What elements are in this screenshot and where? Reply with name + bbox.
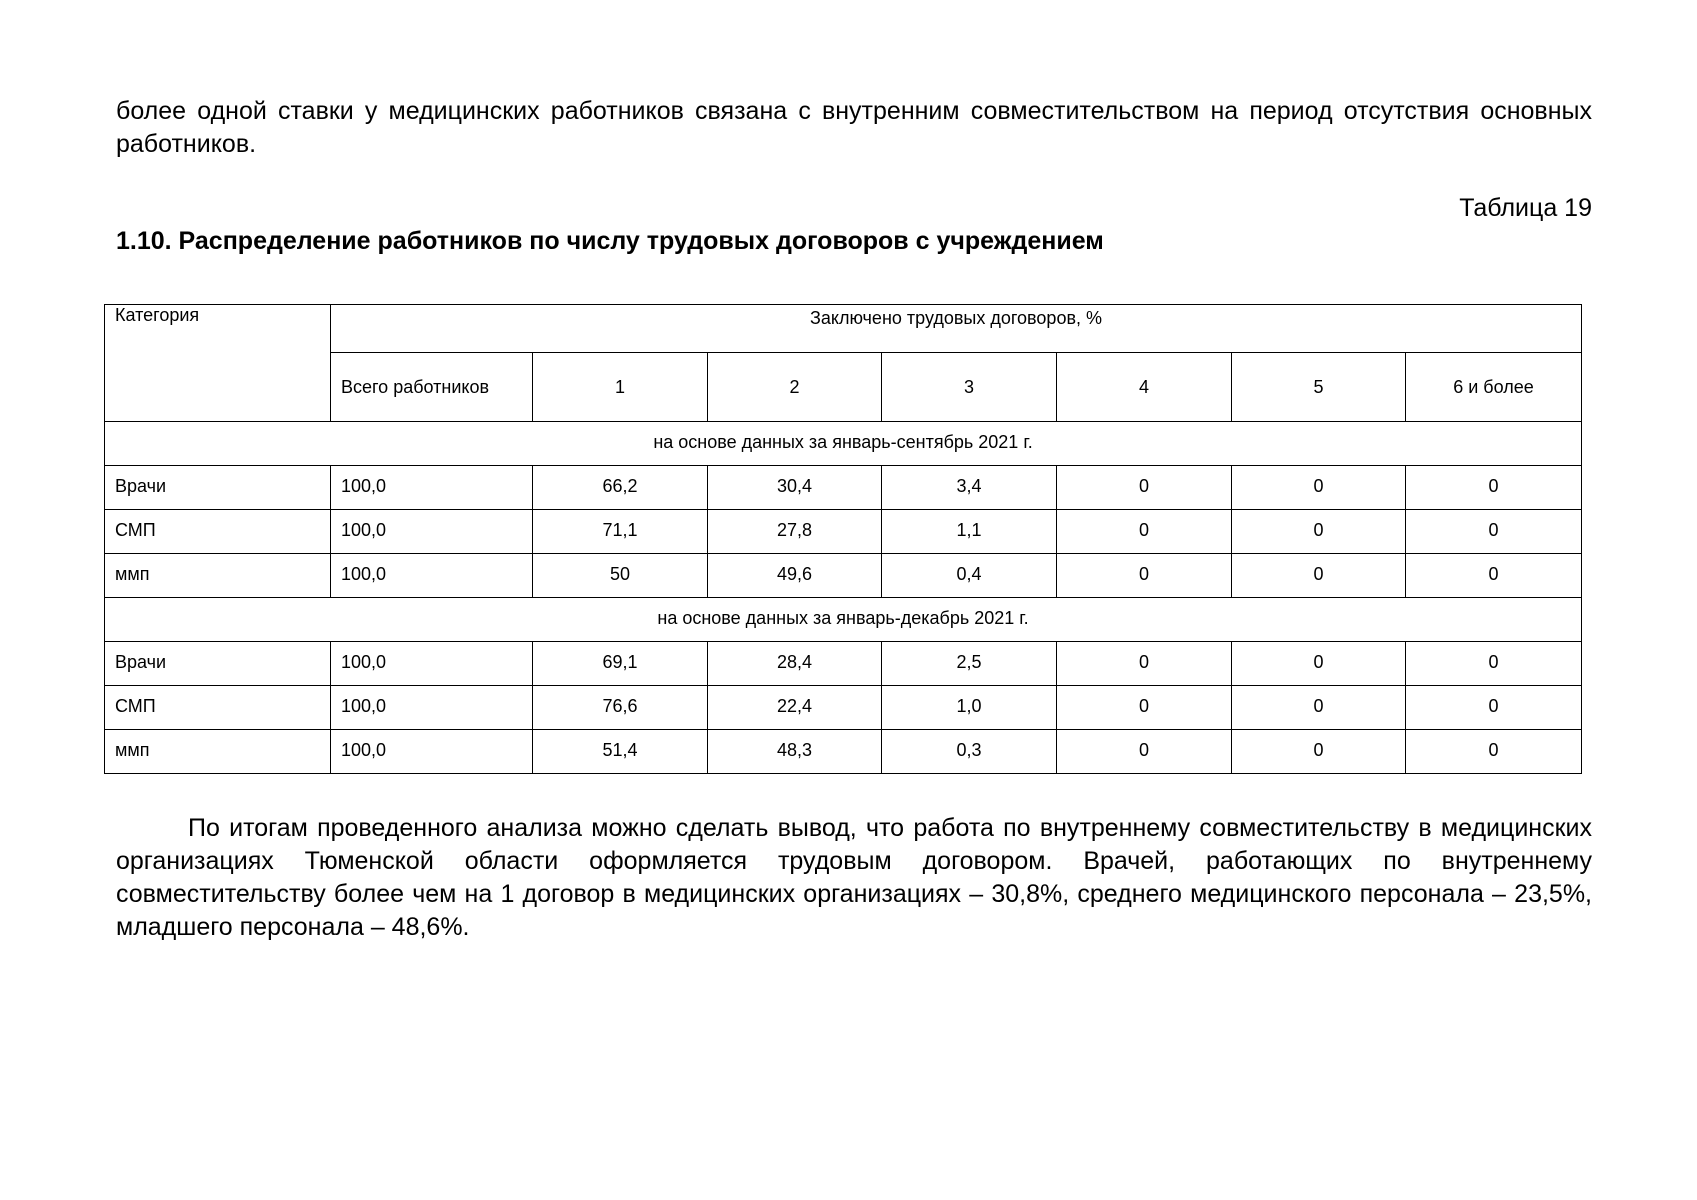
table-cell: 0: [1232, 686, 1406, 730]
period-label: на основе данных за январь-сентябрь 2021 г.: [105, 422, 1582, 466]
table-cell: 30,4: [708, 466, 882, 510]
table-row: [105, 510, 1582, 554]
column-header: Всего работников: [331, 353, 533, 422]
table-cell: 100,0: [331, 686, 533, 730]
table-cell: 0: [1406, 686, 1582, 730]
table-row: [105, 466, 1582, 510]
table-cell: 0: [1232, 510, 1406, 554]
table-cell: 69,1: [533, 642, 708, 686]
table-row: [105, 730, 1582, 774]
section-title: 1.10. Распределение работников по числу трудовых договоров с учреждением: [116, 227, 1104, 255]
column-header: 5: [1232, 353, 1406, 422]
column-header: 2: [708, 353, 882, 422]
table-cell: 0: [1406, 642, 1582, 686]
row-category: СМП: [105, 510, 331, 554]
table-cell: 76,6: [533, 686, 708, 730]
table-cell: 22,4: [708, 686, 882, 730]
table-cell: 1,0: [882, 686, 1057, 730]
employment-contracts-table: [104, 304, 1582, 774]
table-cell: 100,0: [331, 510, 533, 554]
table-cell: 100,0: [331, 466, 533, 510]
table-cell: 48,3: [708, 730, 882, 774]
table-cell: 100,0: [331, 642, 533, 686]
conclusion-paragraph: По итогам проведенного анализа можно сделать вывод, что работа по внутреннему совместительству в медицинских организациях Тюменской области оформляется трудовым договором. Врачей, работающих по внутреннему совместительству более чем на 1 договор в медицинских организациях – 30,8%, среднего медицинского персонала – 23,5%, младшего персонала – 48,6%.: [116, 814, 1592, 941]
column-header: 3: [882, 353, 1057, 422]
table-cell: 100,0: [331, 730, 533, 774]
table-cell: 0: [1057, 686, 1232, 730]
table-cell: 0: [1406, 554, 1582, 598]
table-cell: 0: [1232, 730, 1406, 774]
table-cell: 1,1: [882, 510, 1057, 554]
table-cell: 0,3: [882, 730, 1057, 774]
table-cell: 0: [1232, 466, 1406, 510]
category-header: Категория: [105, 305, 331, 422]
table-number-label: Таблица 19: [1459, 194, 1592, 222]
row-category: СМП: [105, 686, 331, 730]
table-cell: 66,2: [533, 466, 708, 510]
table-cell: 71,1: [533, 510, 708, 554]
table-cell: 0: [1057, 730, 1232, 774]
table-body: [105, 422, 1582, 774]
row-category: ммп: [105, 554, 331, 598]
table-cell: 0: [1406, 730, 1582, 774]
table-cell: 27,8: [708, 510, 882, 554]
table-cell: 0: [1057, 466, 1232, 510]
table-cell: 0: [1406, 466, 1582, 510]
table-cell: 0: [1232, 642, 1406, 686]
table-cell: 2,5: [882, 642, 1057, 686]
table-cell: 3,4: [882, 466, 1057, 510]
table-row: [105, 686, 1582, 730]
table-cell: 28,4: [708, 642, 882, 686]
period-label: на основе данных за январь-декабрь 2021 г.: [105, 598, 1582, 642]
table-row: [105, 642, 1582, 686]
table-cell: 49,6: [708, 554, 882, 598]
column-header: 1: [533, 353, 708, 422]
row-category: ммп: [105, 730, 331, 774]
column-header: 4: [1057, 353, 1232, 422]
table-cell: 0,4: [882, 554, 1057, 598]
table-cell: 50: [533, 554, 708, 598]
table-cell: 0: [1057, 642, 1232, 686]
table-cell: 0: [1232, 554, 1406, 598]
contracts-group-header: Заключено трудовых договоров, %: [331, 305, 1582, 353]
column-header: 6 и более: [1406, 353, 1582, 422]
row-category: Врачи: [105, 466, 331, 510]
table-row: [105, 554, 1582, 598]
table-cell: 0: [1057, 510, 1232, 554]
intro-paragraph: более одной ставки у медицинских работников связана с внутренним совместительством на период отсутствия основных работников.: [116, 97, 1592, 158]
table-cell: 51,4: [533, 730, 708, 774]
table-cell: 0: [1406, 510, 1582, 554]
row-category: Врачи: [105, 642, 331, 686]
table-cell: 100,0: [331, 554, 533, 598]
table-cell: 0: [1057, 554, 1232, 598]
